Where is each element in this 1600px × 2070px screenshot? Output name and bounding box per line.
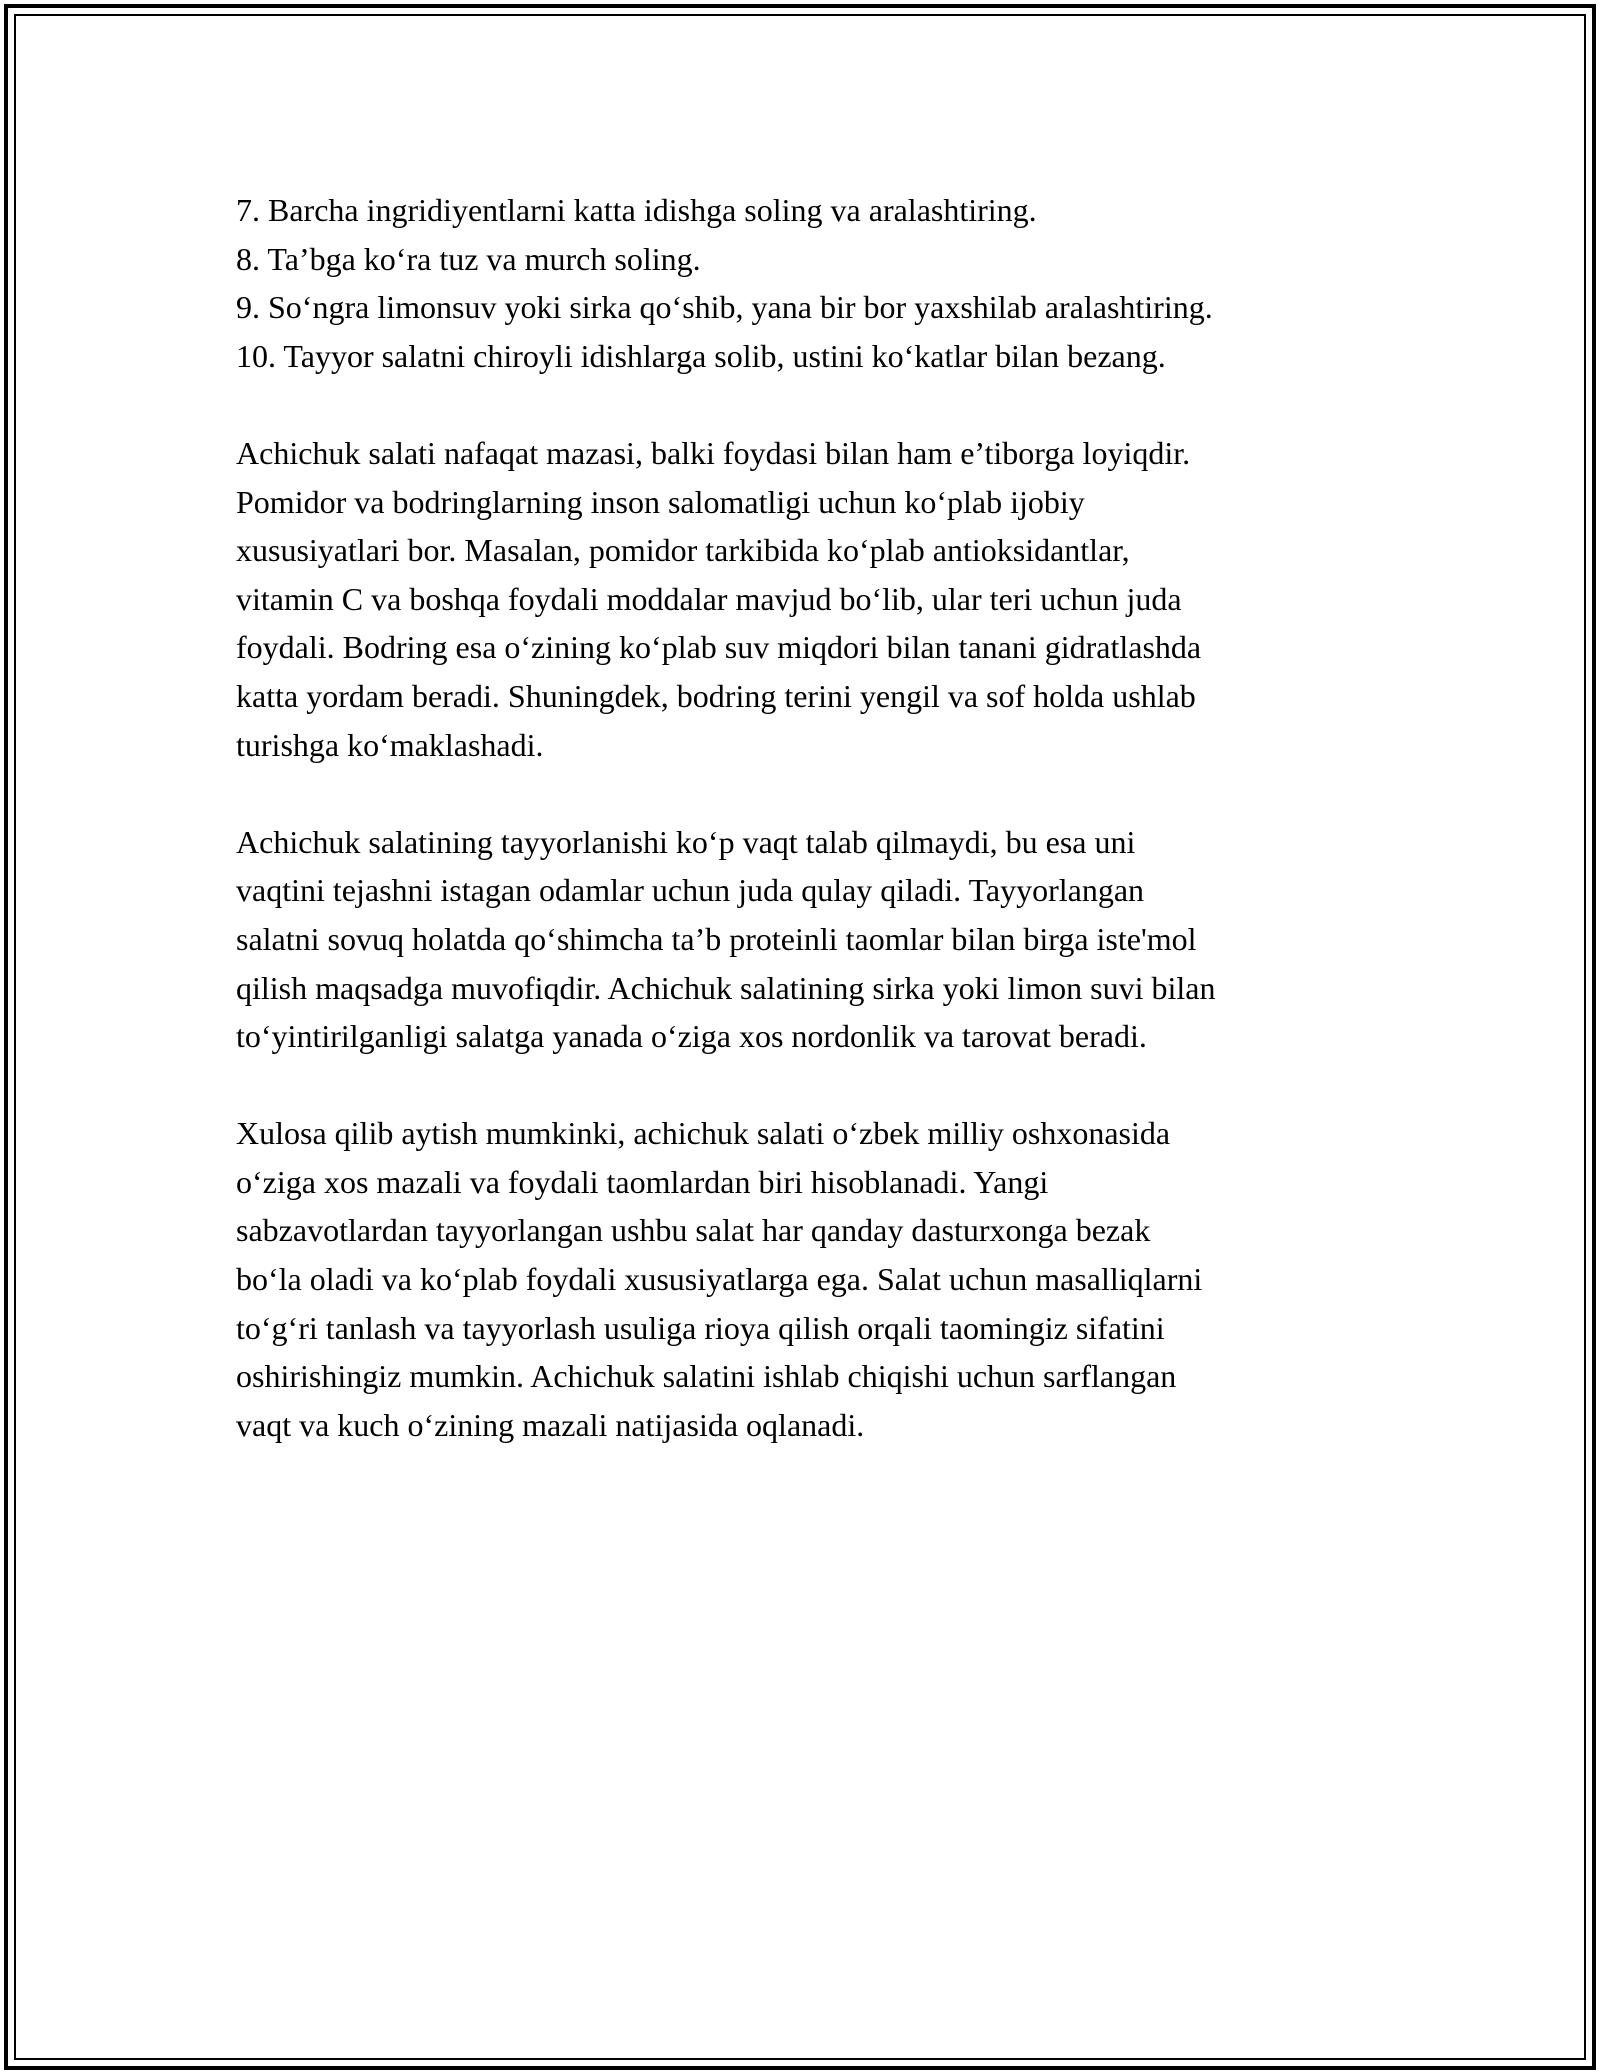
paragraph-line: bo‘la oladi va ko‘plab foydali xususiyatlarga ega. Salat uchun masalliqlarni <box>236 1261 1203 1298</box>
step-item: 10. Tayyor salatni chiroyli idishlarga solib, ustini ko‘katlar bilan bezang. <box>236 337 1166 374</box>
paragraph-line: foydali. Bodring esa o‘zining ko‘plab suv miqdori bilan tanani gidratlashda <box>236 629 1202 666</box>
paragraph-line: salatni sovuq holatda qo‘shimcha ta’b proteinli taomlar bilan birga iste'mol <box>236 920 1197 957</box>
paragraph-line: Xulosa qilib aytish mumkinki, achichuk salati o‘zbek milliy oshxonasida <box>236 1115 1171 1152</box>
paragraph-line: qilish maqsadga muvofiqdir. Achichuk salatining sirka yoki limon suvi bilan <box>236 969 1216 1006</box>
paragraph-line: o‘ziga xos mazali va foydali taomlardan biri hisoblanadi. Yangi <box>236 1163 1049 1200</box>
paragraph-benefits <box>236 429 1386 769</box>
paragraph-line: Pomidor va bodringlarning inson salomatligi uchun ko‘plab ijobiy <box>236 483 1085 520</box>
steps-list <box>236 186 1386 380</box>
paragraph-line: vitamin C va boshqa foydali moddalar mavjud bo‘lib, ular teri uchun juda <box>236 580 1182 617</box>
step-item: 8. Ta’bga ko‘ra tuz va murch soling. <box>236 240 701 277</box>
step-item: 7. Barcha ingridiyentlarni katta idishga soling va aralashtiring. <box>236 192 1037 228</box>
step-item: 9. So‘ngra limonsuv yoki sirka qo‘shib, yana bir bor yaxshilab aralashtiring. <box>236 289 1213 326</box>
paragraph-line: vaqt va kuch o‘zining mazali natijasida oqlanadi. <box>236 1406 865 1443</box>
paragraph-line: turishga ko‘maklashadi. <box>236 726 544 763</box>
paragraph-line: Achichuk salatining tayyorlanishi ko‘p vaqt talab qilmaydi, bu esa uni <box>236 823 1136 860</box>
document-body <box>236 186 1386 1449</box>
paragraph-line: Achichuk salati nafaqat mazasi, balki foydasi bilan ham e’tiborga loyiqdir. <box>236 434 1191 471</box>
paragraph-line: sabzavotlardan tayyorlangan ushbu salat har qanday dasturxonga bezak <box>236 1212 1151 1249</box>
paragraph-line: oshirishingiz mumkin. Achichuk salatini ishlab chiqishi uchun sarflangan <box>236 1358 1177 1395</box>
paragraph-line: to‘g‘ri tanlash va tayyorlash usuliga rioya qilish orqali taomingiz sifatini <box>236 1309 1165 1346</box>
paragraph-line: to‘yintirilganligi salatga yanada o‘ziga xos nordonlik va tarovat beradi. <box>236 1018 1147 1055</box>
paragraph-line: xususiyatlari bor. Masalan, pomidor tarkibida ko‘plab antioksidantlar, <box>236 532 1130 569</box>
paragraph-line: vaqtini tejashni istagan odamlar uchun juda qulay qiladi. Tayyorlangan <box>236 872 1145 909</box>
paragraph-conclusion <box>236 1109 1386 1449</box>
paragraph-preparation <box>236 818 1386 1061</box>
paragraph-line: katta yordam beradi. Shuningdek, bodring terini yengil va sof holda ushlab <box>236 677 1196 714</box>
